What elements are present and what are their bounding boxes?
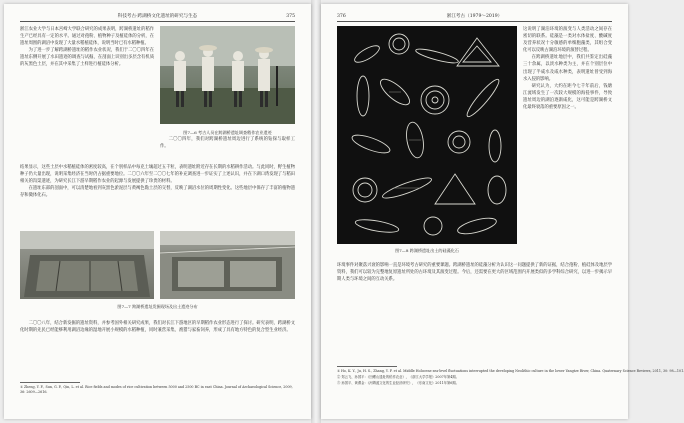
excavation-illustration-left — [20, 231, 154, 299]
right-page-header — [337, 12, 612, 22]
paragraph: 在遗址东部的剖面中，可以清楚地看到灰黑色淤泥层与黄褐色黏土层的交替，反映了湖沼水位的周期性变化。这些地层中保存了丰富的植物遗存和微体化石。 — [20, 186, 295, 199]
field-survey-illustration — [160, 26, 295, 124]
figure-excavation-photo-right — [160, 231, 295, 299]
paragraph: 研究认为，大约在距今七千年前后，钱塘江流域发生了一次较大规模的海侵事件，导致遗址周边的湖泊逐渐咸化，这可能是跨湖桥文化最终衰落的重要原因之一。 — [523, 83, 612, 111]
footnote-divider — [337, 366, 397, 367]
paragraph: 这说明了湖泊环境的演变与人类活动之间存在密切的联系。硅藻是一类对水体盐度、酸碱度及营养状况十分敏感的单细胞藻类，其组合变化可以反映古湖泊环境的演替过程。 — [523, 27, 612, 54]
left-page — [4, 4, 311, 419]
paragraph: 为了进一步了解跨湖桥遗址的稻作农业状况，我们于二〇〇四年在遗址东侧开展了水田遗迹的调查与试掘，在剖面上识别出多层含有机质的灰黑色土层，并在其中采集了土样进行植硅体分析。 — [20, 48, 154, 68]
figure-3-caption: 图7—8 跨湖桥遗址出土的硅藻化石 — [395, 248, 459, 253]
excavation-illustration-right — [160, 231, 295, 299]
footnote: ① Zheng, Y. F., Sun, G. P., Qin, L. et al. Rice fields and modes of rice cultivation between 5000 and 2500 BC in east China. Journal of Archaeological Science, 2009, 36: 2609—2616. — [20, 385, 293, 395]
paragraph: 二〇〇八年，结合新发掘的遗址资料，并参考国外相关研究成果，我们对长江下游地区的早期稻作农业形态进行了探讨。研究表明，跨湖桥文化时期的先民已经能够利用湖沼边缘的湿地开展小规模的水稻种植，同时兼营采集、渔猎与家畜饲养，形成了具有地方特色的复合型生业经济。 — [20, 321, 295, 334]
diatom-illustration — [337, 26, 517, 244]
figure-2-caption: 图7—7 跨湖桥遗址发掘现场及出土遗迹分布 — [117, 304, 198, 309]
paragraph: 浙江农业大学与日本宫崎大学联合研究的成果表明，跨湖桥遗址的稻作生产已经具有一定的水平。通过对孢粉、植物种子及植硅体的分析，在遗址周围的湖沼中发现了大量水稻植硅体，说明当时已有水稻种植。 — [20, 27, 154, 47]
left-page-header — [20, 12, 295, 22]
paragraph: 环境事件对聚落兴衰的影响一直是环境考古研究的重要课题。跨湖桥遗址的硅藻分析为认识这一问题提供了新的证据，结合孢粉、植硅体及地层学资料，我们可以较为完整地复原遗址所处的古环境及其演变过程。今后，还需要在更大的区域范围内开展类似的多学科综合研究，以进一步揭示早期人类与环境之间的互动关系。 — [337, 263, 612, 283]
figure-caption: 图7—6 考古人员在跨湖桥遗址调查稻作农业遗迹 — [183, 130, 272, 135]
left-intro-text — [20, 26, 154, 130]
figure-field-survey-photo — [160, 26, 295, 124]
right-page — [321, 4, 684, 419]
right-bottom-text — [337, 262, 612, 360]
figure-excavation-photo-left — [20, 231, 154, 299]
paragraph: 二〇〇四年，我们对跨湖桥遗址周边进行了系统的钻探与取样工作。 — [160, 137, 295, 150]
footnote: ② 郑云飞、孙国平：《田螺山遗址的稻作农业》，《浙江大学学报》2007年第4期。 — [337, 375, 459, 379]
paragraph: 结果显示，这些土层中水稻植硅体的密度较高，在个别样品中每克土壤超过五千粒，表明遗址附近存在长期的水稻耕作活动。与此同时，野生植物种子仍大量出现，说明采集经济在当时仍占据重要地位。二〇〇六年至二〇〇七年的补充调查进一步证实了上述认识，并在下湖口湾发现了与稻田相关的沟渠遗迹，为研究长江下游早期稻作农业的起源与发展提供了珍贵的材料。 — [20, 165, 295, 185]
book-gutter — [311, 0, 321, 423]
footnote: ① Ho, K. Y., Ju, H. S., Zhang, Y. F. et al. Middle Holocene sea-level fluctuations interrupted the developing Neolithic culture in the lower Yangtze River, China. Quaternary Science Reviews, 2011, 30: 98—101. — [337, 369, 684, 373]
figure-diatom-micrographs — [337, 26, 517, 244]
footnote-divider — [20, 382, 80, 383]
right-page-number: 376 — [337, 14, 346, 19]
footnote: ③ 孙国平、黄渭金：《河姆渡文化的生业经济研究》，《东南文化》2011年第6期。 — [337, 381, 459, 385]
paragraph: 在跨湖桥遗址地层中，我们共鉴定出硅藻三十余属，以淡水种类为主，并在个别层位中出现了半咸水及咸水种类，表明遗址曾受到海水入侵的影响。 — [523, 55, 612, 82]
left-page-number: 375 — [286, 14, 295, 19]
left-bottom-text — [20, 320, 295, 378]
left-header-title: 科技考古·跨湖桥文化遗址的研究与生态 — [117, 14, 198, 19]
right-header-title: 浙江考古（1979～2019） — [446, 14, 503, 19]
left-main-text — [20, 134, 295, 224]
right-column-text — [523, 26, 612, 258]
